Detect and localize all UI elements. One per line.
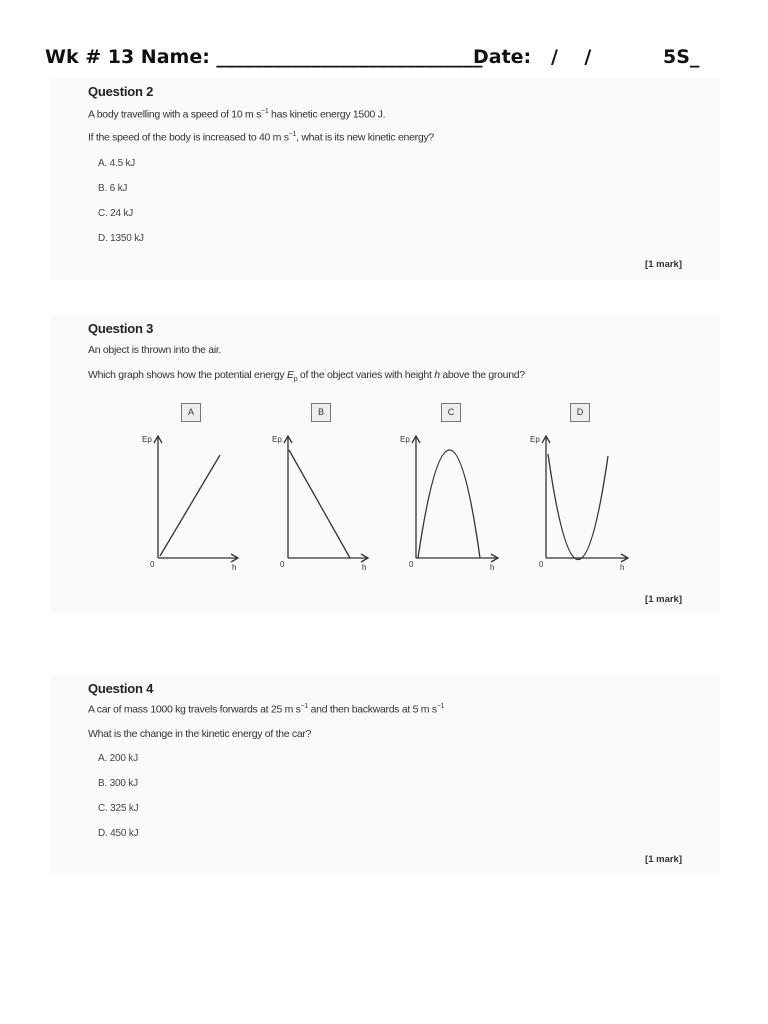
graph-c-x-label: h bbox=[490, 563, 495, 572]
graphs-figure bbox=[50, 314, 720, 614]
graph-option-d-label: D bbox=[570, 403, 590, 422]
graph-d bbox=[542, 436, 628, 562]
graph-c-origin-label: 0 bbox=[409, 560, 414, 569]
graph-b-origin-label: 0 bbox=[280, 560, 285, 569]
graph-a-y-label: Ep bbox=[142, 435, 152, 444]
worksheet-header bbox=[45, 46, 705, 76]
graph-option-a-label: A bbox=[181, 403, 201, 422]
answer-option-c: C. 24 kJ bbox=[98, 208, 134, 219]
graph-a-x-label: h bbox=[232, 563, 237, 572]
graph-c-y-label: Ep bbox=[400, 435, 410, 444]
answer-option-c: C. 325 kJ bbox=[98, 803, 139, 814]
question-title: Question 2 bbox=[88, 84, 154, 99]
question-text: A car of mass 1000 kg travels forwards at 25 m $s^{-1}$ and then backwards at 5 m $s^{-1}$ bbox=[88, 703, 445, 716]
answer-option-d: D. 450 kJ bbox=[98, 828, 139, 839]
question-prompt: Which graph shows how the potential energy $E_p$ of the object varies with height h above the ground? bbox=[88, 369, 525, 384]
mark-label: [1 mark] bbox=[645, 259, 682, 270]
date-label: Date: / / bbox=[473, 46, 592, 68]
question-text: A body travelling with a speed of 10 m $s^{-1}$ has kinetic energy 1500 J. bbox=[88, 108, 386, 121]
graph-c bbox=[412, 436, 498, 562]
graph-option-c-label: C bbox=[441, 403, 461, 422]
question-3-card bbox=[50, 314, 720, 614]
graph-option-b-label: B bbox=[311, 403, 331, 422]
graph-b-curve bbox=[289, 450, 350, 558]
graph-a bbox=[154, 436, 238, 562]
question-prompt: What is the change in the kinetic energy of the car? bbox=[88, 728, 312, 740]
graph-b-x-label: h bbox=[362, 563, 367, 572]
answer-option-a: A. 200 kJ bbox=[98, 753, 138, 764]
week-name-label: Wk # 13 Name: ____________________________ bbox=[45, 46, 483, 68]
question-prompt: If the speed of the body is increased to 40 m $s^{-1}$, what is its new kinetic energy? bbox=[88, 131, 434, 144]
graph-a-origin-label: 0 bbox=[150, 560, 155, 569]
graph-a-curve bbox=[160, 455, 220, 556]
class-label: 5S_ bbox=[663, 46, 700, 68]
answer-option-b: B. 300 kJ bbox=[98, 778, 138, 789]
answer-option-b: B. 6 kJ bbox=[98, 183, 128, 194]
graph-d-x-label: h bbox=[620, 563, 625, 572]
question-4-card bbox=[50, 674, 720, 876]
answer-option-a: A. 4.5 kJ bbox=[98, 158, 136, 169]
question-title: Question 4 bbox=[88, 681, 154, 696]
answer-option-d: D. 1350 kJ bbox=[98, 233, 144, 244]
question-title: Question 3 bbox=[88, 321, 154, 336]
question-text: An object is thrown into the air. bbox=[88, 344, 222, 356]
graph-b-y-label: Ep bbox=[272, 435, 282, 444]
graph-d-curve bbox=[548, 454, 608, 560]
graph-d-origin-label: 0 bbox=[539, 560, 544, 569]
mark-label: [1 mark] bbox=[645, 854, 682, 865]
mark-label: [1 mark] bbox=[645, 594, 682, 605]
graph-b bbox=[284, 436, 368, 562]
graph-c-curve bbox=[418, 450, 480, 558]
question-2-card bbox=[50, 78, 720, 280]
graph-d-y-label: Ep bbox=[530, 435, 540, 444]
